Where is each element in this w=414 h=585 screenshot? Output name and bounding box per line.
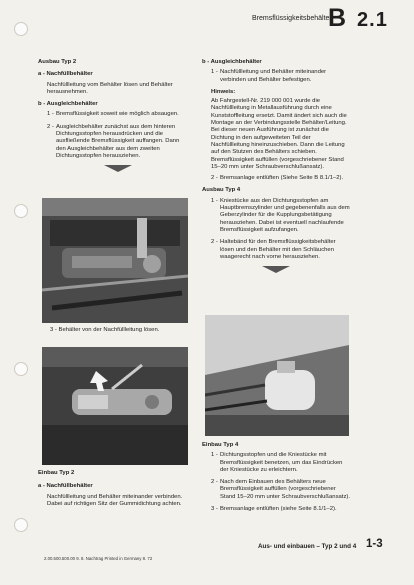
subheading-label: a - Nachfüllbehälter — [38, 71, 93, 78]
list-item — [211, 175, 350, 182]
list-item-num: 1 - — [211, 197, 218, 204]
list-einbau-typ4 — [202, 452, 350, 513]
list-item-text: Haltebänd für den Bremsflüssigkeitsbehälter lösen und den Behälter mit den Schläuchen waagerecht nach vorne herausziehen. — [220, 239, 336, 260]
note-box — [202, 89, 350, 171]
paragraph-einbau-nachfuell: Nachfüllleitung und Behälter miteinander verbinden. Dabei auf richtigen Sitz der Gummidichtung achten. — [47, 493, 183, 507]
photo-engine-bay-1 — [42, 198, 188, 323]
list-item-num: 2 - — [211, 479, 218, 486]
list-item-num: 2 - — [211, 175, 218, 182]
right-column-top — [202, 59, 350, 277]
list-item-text: Dichtungsstopfen und die Kniestücke mit Bremsflüssigkeit benetzen, um das Eindrücken der Kniestücke zu erleichtern. — [220, 452, 343, 473]
header-title: Bremsflüssigkeitsbehälter — [252, 15, 332, 22]
list-item-text: Nach dem Einbauen des Behälters neue Bremsflüssigkeit auffüllen (vorgeschriebener Stand 15–20 mm unter Schraubverschlußansatz). — [220, 479, 350, 500]
subheading-nachfuellbehaelter — [38, 71, 188, 78]
punch-hole-3 — [14, 362, 28, 376]
list-item-text: Kniestücke aus den Dichtungsstopfen am Hauptbremszylinder und gegebenenfalls aus dem Geberzylinder für die Kupplungsbetätigung herausziehen. Dabei ist eventuell nachlaufende Bremsflüssigkeit aufzufangen. — [220, 197, 350, 233]
heading-einbau-typ2: Einbau Typ 2 — [38, 470, 75, 476]
left-column-bottom — [38, 470, 188, 513]
list-item — [211, 198, 350, 234]
list-item — [211, 479, 350, 501]
list-right-2 — [202, 175, 350, 182]
list-item-text: Bremsanlage entlüften (siehe Seite 8.1/1–2). — [220, 506, 337, 513]
subheading-ausgleichbehaelter: b - Ausgleichbehälter — [38, 101, 98, 108]
arrow-down-icon — [104, 165, 132, 172]
photo-caption: 3 - Behälter von der Nachfüllleitung lösen. — [50, 327, 160, 333]
list-item — [47, 111, 188, 118]
list-item-num: 1 - — [211, 69, 218, 76]
list-item-text: Bremsanlage entlüften (Siehe Seite B 8.1/1–2). — [220, 175, 344, 182]
note-text: Ab Fahrgestell-Nr. 219 000 001 wurde die Nachfüllleitung in Metallausführung durch eine Kunststoffleitung ersetzt. Damit ändert sich auch die Montage an der Verbindungsstelle Behälter/Leitung. Bei dieser neuen Ausführung ist zunächst die Dichtung in den aufgeweiteten Teil der Nachfüllleitung hineinzuschieben. Dann die Leitung auf den Stutzen des Behälters schieben. Bremsflüssigkeit auffüllen (vorgeschriebener Stand 15–20 mm unter Schraubverschlußansatz). — [211, 98, 347, 170]
heading-einbau-typ4: Einbau Typ 4 — [202, 442, 239, 448]
list-typ4 — [202, 198, 350, 261]
punch-hole-2 — [14, 204, 28, 218]
section-letter: B — [328, 4, 348, 32]
arrow-down-icon — [262, 266, 290, 273]
list-item-num: 1 - — [211, 452, 218, 459]
list-right-1 — [202, 69, 350, 84]
list-item — [47, 124, 188, 160]
photo-brake-reservoir-1 — [42, 347, 188, 465]
photo-brake-reservoir-typ4 — [205, 315, 349, 436]
heading-ausbau-typ2: Ausbau Typ 2 — [38, 59, 77, 65]
list-item-text: Bremsflüssigkeit soweit wie möglich absaugen. — [56, 111, 179, 118]
list-item-num: 1 - — [47, 111, 54, 118]
list-item-text: Ausgleichbehälter zunächst aus dem hinteren Dichtungsstopfen herausdrücken und die ausfließende Bremsflüssigkeit auffangen. Dann den Ausgleichbehälter aus dem zweiten Dichtungsstopfen herausziehen. — [56, 123, 180, 159]
list-item — [211, 69, 350, 84]
note-title: Hinweis: — [211, 88, 236, 95]
list-item-num: 3 - — [211, 506, 218, 513]
footer-section: Aus- und einbauen – Typ 2 und 4 — [258, 543, 357, 550]
right-column-bottom — [202, 442, 350, 518]
page-number: 1-3 — [366, 538, 383, 550]
list-item — [211, 452, 350, 474]
footer-print-info: 2.00.500.500.00 9. 8. Nachtrag Printed in Germany 8. 72 — [44, 556, 153, 561]
subheading-nachfuellbehaelter-2: a - Nachfüllbehälter — [38, 483, 93, 490]
list-item-num: 2 - — [211, 239, 218, 246]
left-column-top — [38, 59, 188, 176]
list-item — [211, 239, 350, 261]
paragraph-nachfuell: Nachfüllleitung vom Behälter lösen und Behälter herausnehmen. — [47, 81, 173, 95]
heading-ausbau-typ4: Ausbau Typ 4 — [202, 187, 241, 194]
list-item — [211, 506, 350, 513]
subheading-ausgleichbehaelter-right: b - Ausgleichbehälter — [202, 59, 262, 65]
list-ausgleich — [38, 111, 188, 160]
section-number: 2.1 — [357, 9, 388, 31]
list-item-num: 2 - — [47, 123, 54, 130]
punch-hole-1 — [14, 22, 28, 36]
list-item-text: Nachfüllleitung und Behälter miteinander verbinden und Behälter befestigen. — [220, 69, 327, 83]
punch-hole-4 — [14, 518, 28, 532]
section-code — [328, 4, 388, 33]
